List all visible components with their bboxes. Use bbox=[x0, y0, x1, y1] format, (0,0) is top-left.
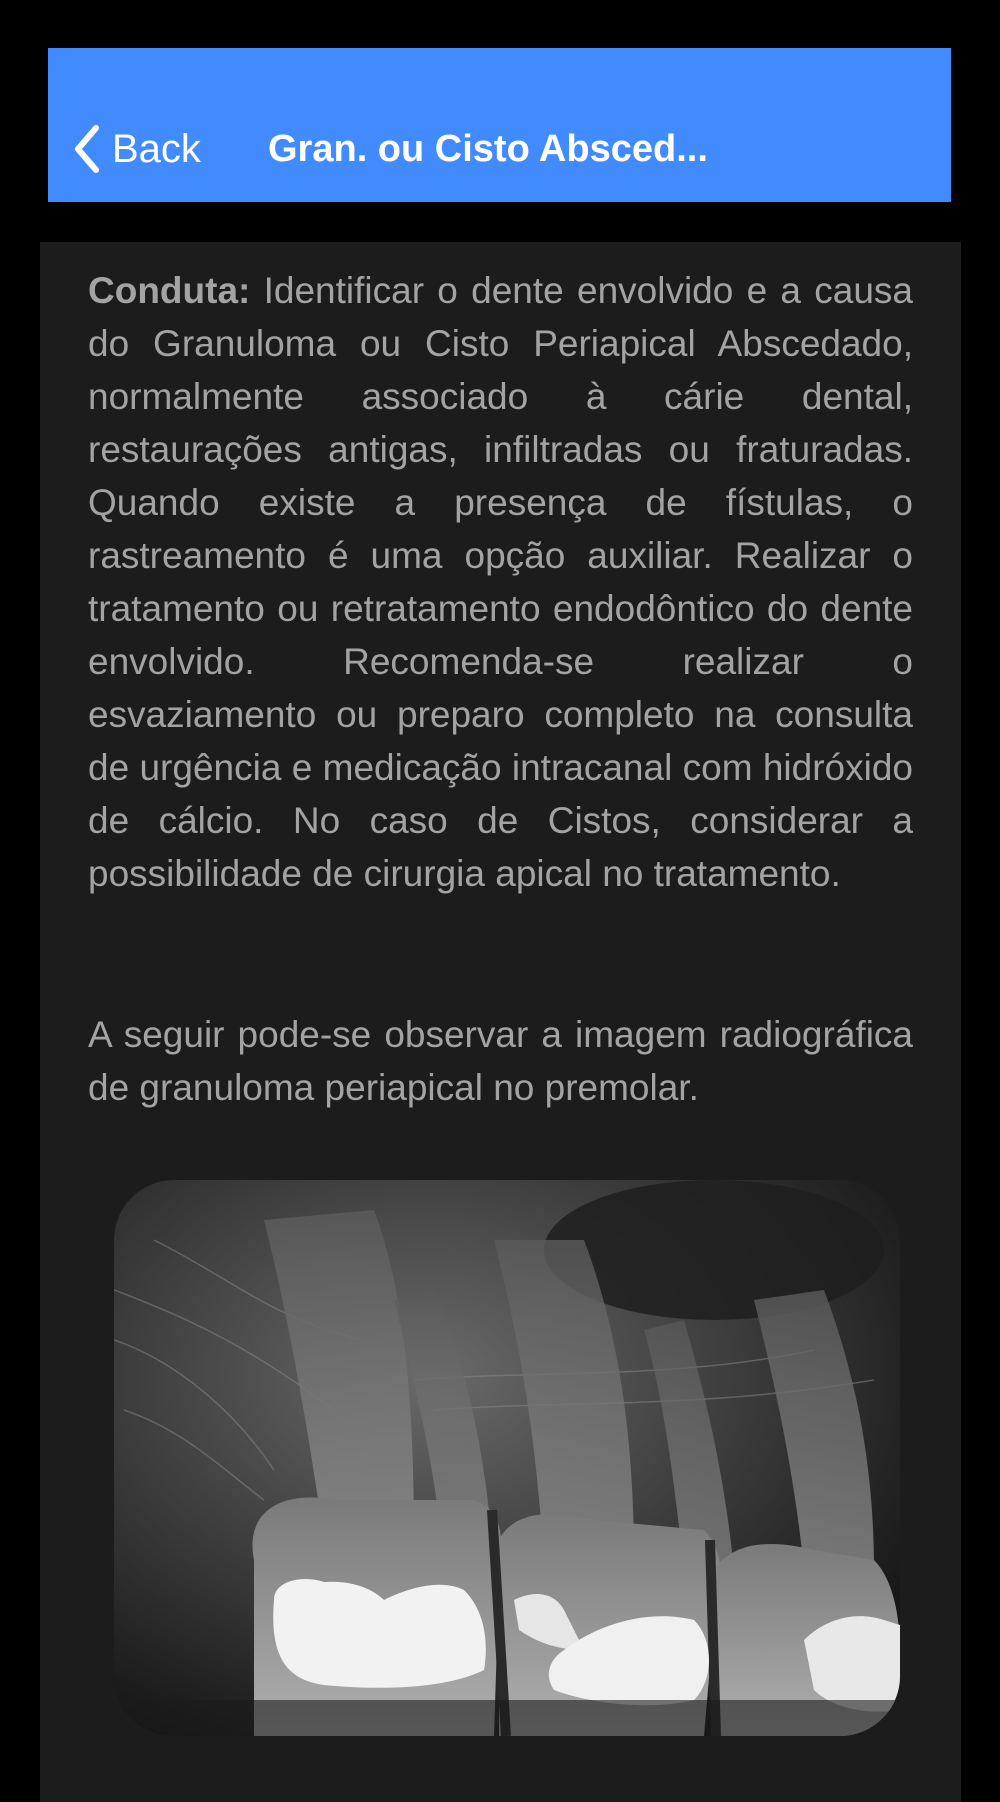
page-title: Gran. ou Cisto Absced... bbox=[268, 128, 708, 170]
image-caption-paragraph: A seguir pode-se observar a imagem radiográfica de granuloma periapical no premolar. bbox=[88, 1014, 913, 1108]
back-button[interactable] bbox=[72, 122, 201, 176]
back-label: Back bbox=[112, 127, 201, 171]
conduct-body: Identificar o dente envolvido e a causa do Granuloma ou Cisto Periapical Abscedado, normalmente associado à cárie dental, restaurações antigas, infiltradas ou fraturadas. Quando existe a presença de fístulas, o rastreamento é uma opção auxiliar. Realizar o tratamento ou retratamento endodôntico do dente envolvido. Recomenda-se realizar o esvaziamento ou preparo completo na consulta de urgência e medicação intracanal com hidróxido de cálcio. No caso de Cistos, considerar a possibilidade de cirurgia apical no tratamento. bbox=[88, 270, 913, 894]
content-panel[interactable] bbox=[40, 242, 961, 1802]
radiograph-image bbox=[114, 1180, 900, 1736]
conduct-lead: Conduta: bbox=[88, 270, 251, 311]
navigation-bar bbox=[48, 48, 951, 202]
conduct-paragraph bbox=[88, 264, 913, 900]
chevron-left-icon bbox=[72, 124, 102, 174]
